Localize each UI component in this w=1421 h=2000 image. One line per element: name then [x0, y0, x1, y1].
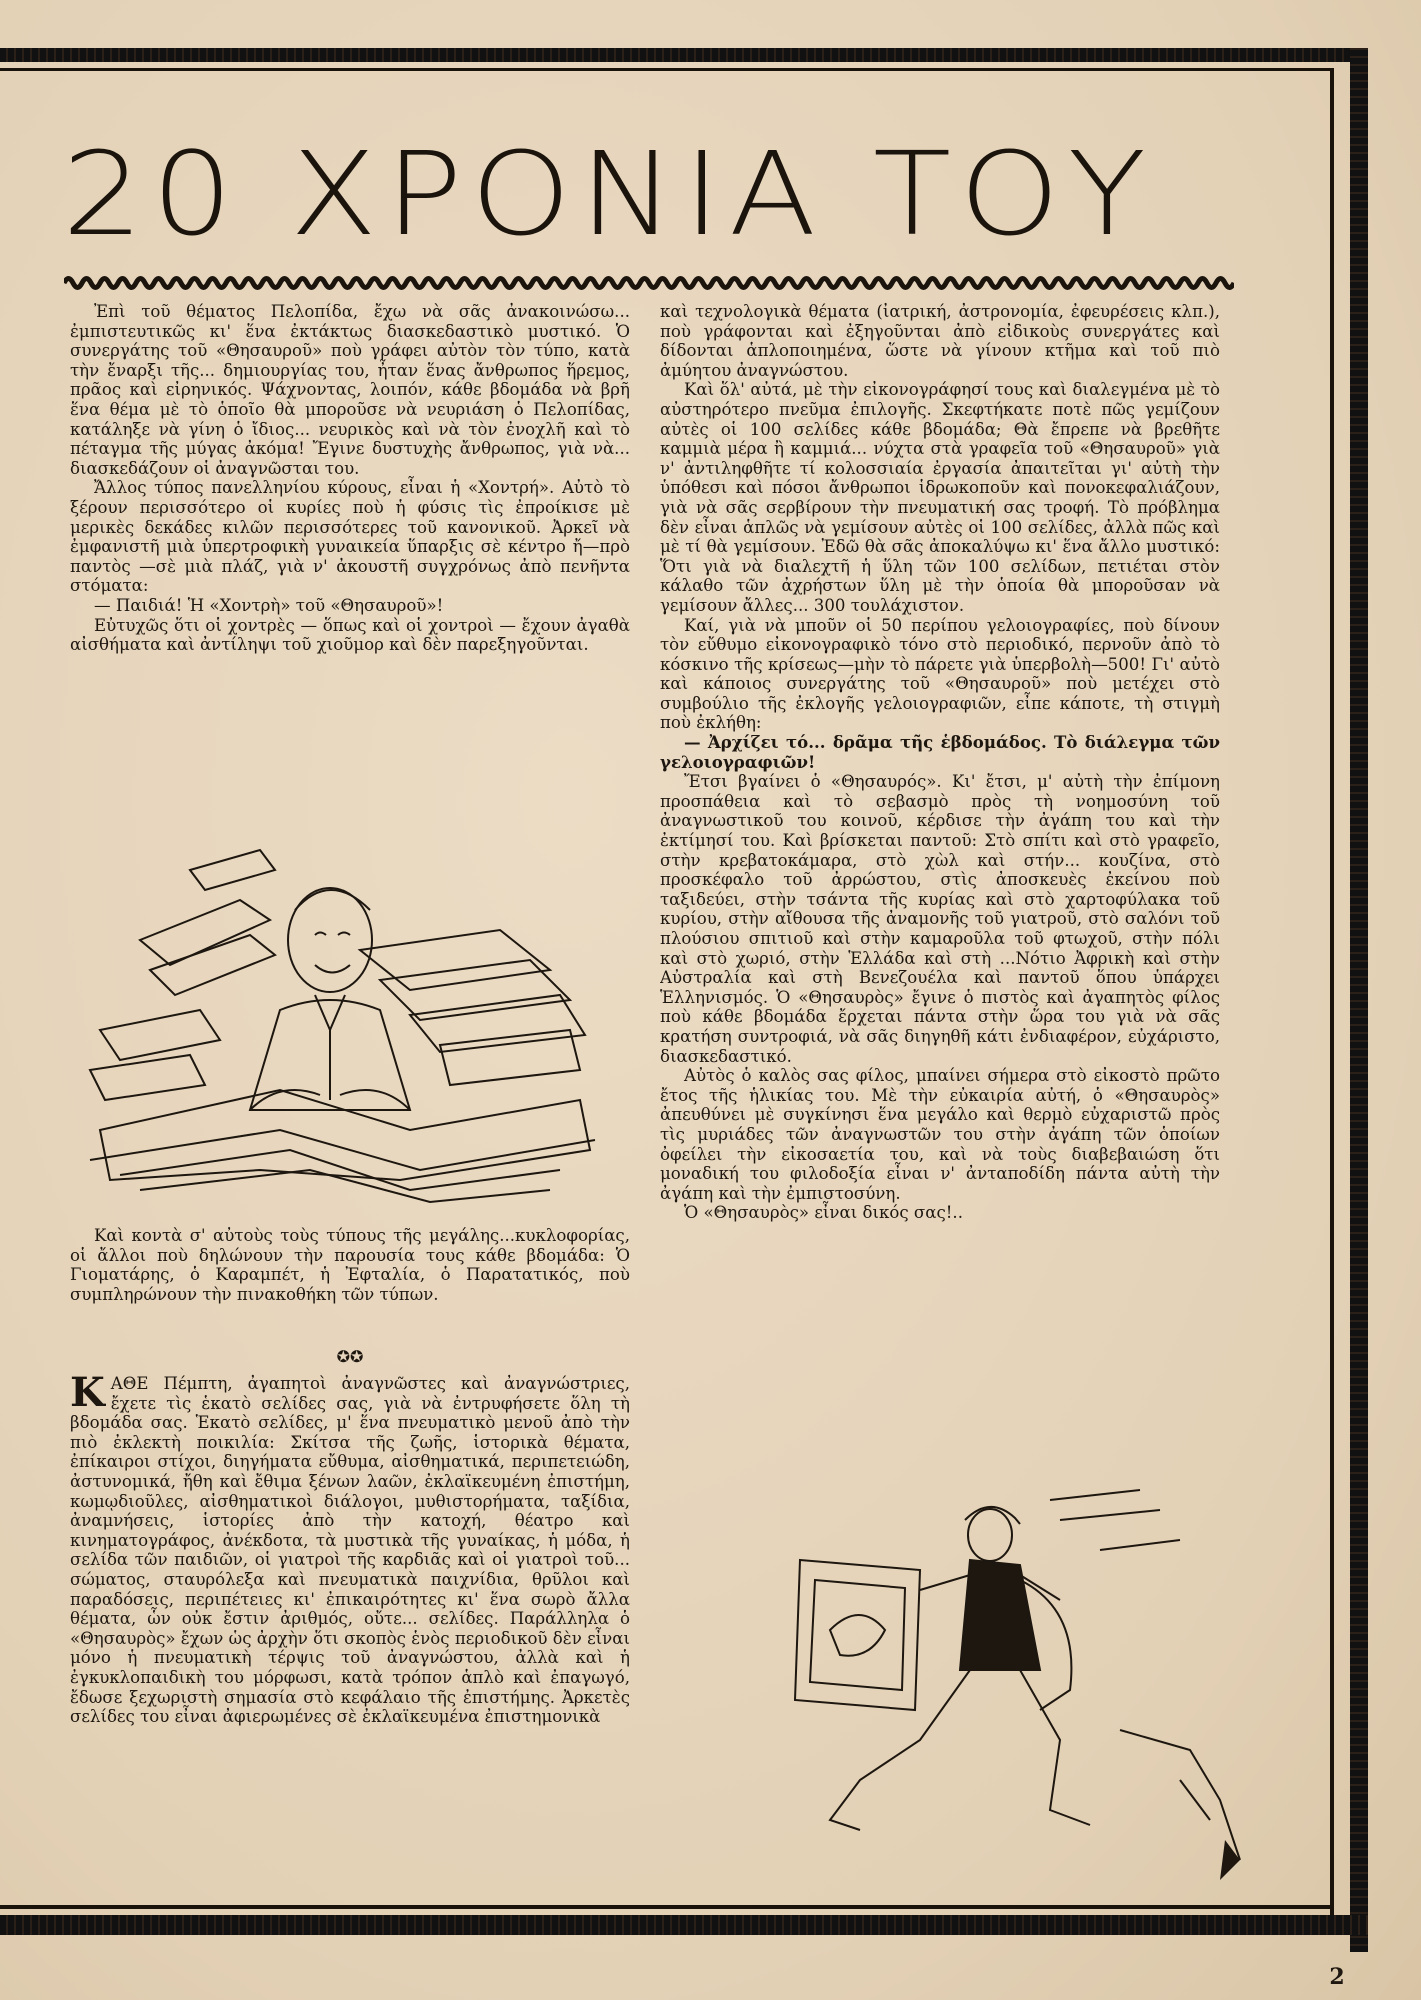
paragraph: Ἐπὶ τοῦ θέματος Πελοπίδα, ἔχω νὰ σᾶς ἀνακοινώσω... ἐμπιστευτικῶς κι' ἕνα ἐκτάκτως διασκεδαστικὸ μυστικό. Ὁ συνεργάτης τοῦ «Θησαυροῦ» ποὺ γράφει αὐτὸν τὸν τύπο, κατὰ τὴν ἔναρξι τῆς... δημιουργίας του, ἦταν ἕνας ἄνθρωπος ἥρεμος, πρᾶος καὶ εἰρηνικός. Ψάχνοντας, λοιπόν, κάθε βδομάδα νὰ βρῆ ἕνα θέμα μὲ τὸ ὁποῖο θὰ μποροῦσε νὰ νευριάση ὁ Πελοπίδας, κατάληξε νὰ γίνη ὁ ἴδιος... νευρικὸς καὶ νὰ τὸν ἐνοχλῆ καὶ τὸ πέταγμα τῆς μύγας ἀκόμα! Ἔγινε δυστυχὴς ἄνθρωπος, γιὰ νὰ... διασκεδάζουν οἱ ἀναγνῶσται του. — [70, 302, 630, 478]
paragraph — [70, 1374, 630, 1727]
frame-rule-bottom — [0, 1905, 1334, 1909]
paragraph: Ἔτσι βγαίνει ὁ «Θησαυρός». Κι' ἔτσι, μ' αὐτὴ τὴν ἐπίμονη προσπάθεια καὶ τὸ σεβασμὸ πρὸς τὴ νοημοσύνη τοῦ ἀναγνωστικοῦ του κοινοῦ, κέρδισε τὴν ἀγάπη του καὶ τὴν ἐκτίμησί του. Καὶ βρίσκεται παντοῦ: Στὸ σπίτι καὶ στὸ γραφεῖο, στὴν κρεβατοκάμαρα, στὸ χὼλ καὶ στήν... κουζίνα, στὸ προσκέφαλο τοῦ ἀρρώστου, στὶς ἀποσκευὲς ἐκείνου ποὺ ταξιδεύει, στὴν τσάντα τῆς κυρίας καὶ στὸ χαρτοφύλακα τοῦ κυρίου, στὴν αἴθουσα τῆς ἀναμονῆς τοῦ γιατροῦ, στὸ σαλόνι τοῦ πλούσιου σπιτιοῦ καὶ στὴν καμαροῦλα τοῦ φτωχοῦ, στὴν πόλι καὶ στὸ χωριό, στὴν Ἑλλάδα καὶ στὴ ...Νότιο Ἀφρικὴ καὶ στὴν Αὐστραλία καὶ στὴ Βενεζουέλα καὶ παντοῦ ὅπου ὑπάρχει Ἑλληνισμός. Ὁ «Θησαυρὸς» ἔγινε ὁ πιστὸς καὶ ἀγαπητὸς φίλος ποὺ κάθε βδομάδα ἔρχεται πάντα στὴν ὥρα του γιὰ νὰ σᾶς κρατήση συντροφιά, νὰ σᾶς διηγηθῆ κάτι ἐνδιαφέρον, εὐχάριστο, διασκεδαστικό. — [660, 772, 1220, 1066]
page-number: 2 — [1329, 1964, 1345, 1990]
running-newsboy-illustration — [720, 1480, 1260, 1900]
frame-rule-top — [0, 68, 1334, 71]
drop-cap: Κ — [70, 1374, 105, 1416]
paragraph: Ἄλλος τύπος πανελληνίου κύρους, εἶναι ἡ «Χοντρή». Αὐτὸ τὸ ξέρουν περισσότερο οἱ κυρίες ποὺ ἡ φύσις τὶς ἐπροίκισε μὲ μερικὲς δεκάδες κιλῶν περισσότερες τοῦ κανονικοῦ. Ἀρκεῖ νὰ ἐμφανιστῆ μιὰ ὑπερτροφικὴ γυναικεία ὕπαρξις σὲ κέντρο ἤ—πρὸ παντὸς —σὲ μιὰ πλάζ, γιὰ ν' ἀκουστῆ συγχρόνως ἀπὸ πενῆντα στόματα: — [70, 478, 630, 596]
frame-border-bottom — [0, 1915, 1368, 1935]
paragraph: Αὐτὸς ὁ καλὸς σας φίλος, μπαίνει σήμερα στὸ εἰκοστὸ πρῶτο ἔτος τῆς ἡλικίας του. Μὲ τὴν εὐκαιρία αὐτή, ὁ «Θησαυρὸς» ἀπευθύνει μὲ συγκίνησι ἕνα μεγάλο καὶ θερμὸ εὐχαριστῶ πρὸς τὶς μυριάδες τῶν ἀναγνωστῶν του στὴν ἀγάπη τῶν ὁποίων ὀφείλει τὴν εἰκοσαετία του, καὶ νὰ τοὺς διαβεβαιώση ὅτι μοναδική του φιλοδοξία εἶναι ν' ἀνταποδίδη πάντα αὐτὴ τὴν ἀγάπη καὶ τὴν ἐμπιστοσύνη. — [660, 1066, 1220, 1203]
column2 — [660, 302, 1220, 1470]
column1-bottom — [70, 1374, 630, 1894]
paragraph: Εὐτυχῶς ὅτι οἱ χοντρὲς — ὅπως καὶ οἱ χοντροὶ — ἔχουν ἀγαθὰ αἰσθήματα καὶ ἀντίληψι τοῦ χιοῦμορ καὶ δὲν παρεξηγοῦνται. — [70, 615, 630, 655]
paragraph: Καί, γιὰ νὰ μποῦν οἱ 50 περίπου γελοιογραφίες, ποὺ δίνουν τὸν εὔθυμο εἰκονογραφικὸ τόνο στὸ περιοδικό, περνοῦν ἀπὸ τὸ κόσκινο τῆς κρίσεως—μὴν τὸ πάρετε γιὰ ὑπερβολὴ—500! Γι' αὐτὸ καὶ κάποιος συνεργάτης τοῦ «Θησαυροῦ» ποὺ μετέχει στὸ συμβούλιο τῆς ἐκλογῆς γελοιογραφιῶν, εἶπε κάποτε, τὴ στιγμὴ ποὺ ἐκλήθη: — [660, 615, 1220, 733]
paragraph: Καὶ ὅλ' αὐτά, μὲ τὴν εἰκονογράφησί τους καὶ διαλεγμένα μὲ τὸ αὐστηρότερο πνεῦμα ἐπιλογῆς. Σκεφτήκατε ποτὲ πῶς γεμίζουν αὐτὲς οἱ 100 σελίδες κάθε βδομάδα; Θὰ ἔπρεπε νὰ βρεθῆτε καμμιὰ μέρα ἢ καμμιά... νύχτα στὰ γραφεῖα τοῦ «Θησαυροῦ» γιὰ ν' ἀντιληφθῆτε τί κολοσσιαία ἐργασία ἀπαιτεῖται γι' αὐτὴ τὴν ὑπόθεσι καὶ πόσοι ἄνθρωποι ἱδρωκοποῦν καὶ πονοκεφαλιάζουν, γιὰ νὰ σᾶς σερβίρουν τὴν πνευματική σας τροφή. Τὸ πρόβλημα δὲν εἶναι ἁπλῶς νὰ γεμίσουν αὐτὲς οἱ 100 σελίδες, ἀλλὰ πῶς καὶ μὲ τί θὰ γεμίσουν. Ἐδῶ θὰ σᾶς ἀποκαλύψω κι' ἕνα ἄλλο μυστικό: Ὅτι γιὰ νὰ διαλεχτῆ ἡ ὕλη τῶν 100 σελίδων, πετιέται στὸν κάλαθο τῶν ἀχρήστων ὕλη μὲ τὴν ὁποία θὰ μποροῦσαν νὰ γεμίσουν ἄλλες... 300 τουλάχιστον. — [660, 380, 1220, 615]
editor-cartoon-illustration — [80, 830, 600, 1210]
paragraph-text: ΑΘΕ Πέμπτη, ἀγαπητοὶ ἀναγνῶστες καὶ ἀναγνώστριες, ἔχετε τὶς ἑκατὸ σελίδες σας, γιὰ νὰ ἐντρυφήσετε ὅλη τὴ βδομάδα σας. Ἑκατὸ σελίδες, μ' ἕνα πνευματικὸ μενοῦ ἀπὸ τὴν πιὸ ἐκλεκτὴ ποικιλία: Σκίτσα τῆς ζωῆς, ἱστορικὰ θέματα, ἐπίκαιροι στίχοι, διηγήματα εὔθυμα, αἰσθηματικά, περιπετειώδη, ἀστυνομικά, ἤθη καὶ ἔθιμα ξένων λαῶν, ἐκλαϊκευμένη ἐπιστήμη, κωμῳδιοῦλες, αἰσθηματικοὶ διάλογοι, μυθιστορήματα, ταξίδια, ἀναμνήσεις, ἱστορίες ἀπὸ τὴν κατοχή, θέατρο καὶ κινηματογράφος, ἀνέκδοτα, τὰ μυστικὰ τῆς γυναίκας, ἡ μόδα, ἡ σελίδα τῶν παιδιῶν, οἱ γιατροὶ τῆς καρδιᾶς καὶ οἱ γιατροὶ τοῦ... σώματος, σταυρόλεξα καὶ πνευματικὰ παιχνίδια, θρῦλοι καὶ παραδόσεις, περιπέτειες κι' ἐπικαιρότητες κι' ἕνα σωρὸ ἄλλα θέματα, ὧν οὐκ ἔστιν ἀριθμός, οὔτε... σελίδες. Παράλληλα ὁ «Θησαυρὸς» ἔχων ὡς ἀρχὴν ὅτι σκοπὸς ἑνὸς περιοδικοῦ δὲν εἶναι μόνο ἡ πνευματικὴ τέρψις τοῦ ἀναγνώστου, ἀλλὰ καὶ ἡ ἐγκυκλοπαιδικὴ του μόρφωσι, κατὰ τρόπον ἁπλὸ καὶ ἐπαγωγό, ἔδωσε ξεχωριστὴ σημασία στὸ κεφάλαιο τῆς ἐπιστήμης. Ἀρκετὲς σελίδες του εἶναι ἀφιερωμένες σὲ ἐκλαϊκευμένα ἐπιστημονικὰ — [70, 1374, 630, 1727]
headline: 20 ΧΡΟΝΙΑ ΤΟΥ — [62, 128, 1155, 263]
column1-middle — [70, 1226, 630, 1346]
paragraph: Καὶ κοντὰ σ' αὐτοὺς τοὺς τύπους τῆς μεγάλης...κυκλοφορίας, οἱ ἄλλοι ποὺ δηλώνουν τὴν παρουσία τους κάθε βδομάδα: Ὁ Γιοματάρης, ὁ Καραμπέτ, ἡ Ἐφταλία, ὁ Παρατατικός, ποὺ συμπληρώνουν τὴν πινακοθήκη τῶν τύπων. — [70, 1226, 630, 1304]
column1-top — [70, 302, 630, 802]
section-ornament: ✪✪ — [336, 1347, 364, 1366]
paragraph: καὶ τεχνολογικὰ θέματα (ἰατρική, ἀστρονομία, ἐφευρέσεις κλπ.), ποὺ γράφονται καὶ ἐξηγοῦνται ἀπὸ εἰδικοὺς συνεργάτες καὶ δίδονται ἁπλοποιημένα, ὥστε νὰ γίνουν κτῆμα καὶ τοῦ πιὸ ἀμύητου ἀναγνώστου. — [660, 302, 1220, 380]
frame-border-top — [0, 48, 1368, 62]
frame-border-right — [1350, 48, 1368, 1952]
paragraph: — Παιδιά! Ἡ «Χοντρὴ» τοῦ «Θησαυροῦ»! — [94, 595, 444, 615]
wavy-rule — [64, 272, 1234, 294]
paragraph: Ὁ «Θησαυρὸς» εἶναι δικός σας!.. — [684, 1203, 963, 1223]
frame-rule-right — [1330, 70, 1334, 1930]
paragraph: — Ἀρχίζει τό... δρᾶμα τῆς ἑβδομάδος. Τὸ διάλεγμα τῶν γελοιογραφιῶν! — [660, 732, 1220, 772]
